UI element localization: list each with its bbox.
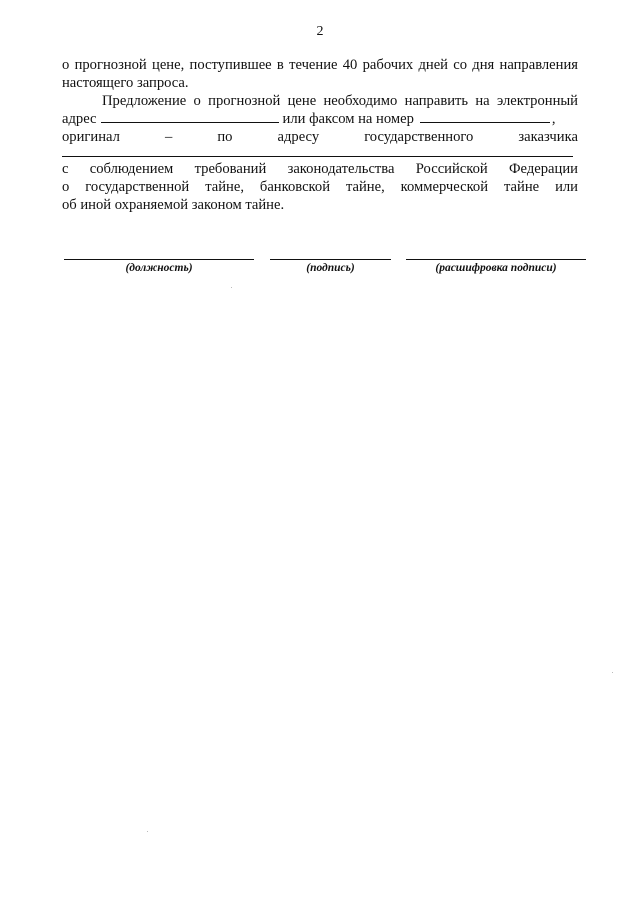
word: о [62,179,70,195]
paragraph-1-line-1: о прогнозной цене, поступившее в течение 40 рабочих дней со дня направления [62,57,578,73]
position-caption: (должность) [125,262,193,274]
paragraph-3-line-3: об иной охраняемой законом тайне. [62,197,285,213]
decoding-blank-field[interactable] [406,259,586,260]
word: Федерации [509,161,578,177]
email-blank-field[interactable] [101,110,279,123]
position-blank-field[interactable] [64,259,254,260]
word: по [217,129,233,145]
fax-label: или факсом на номер [282,111,414,127]
paragraph-3 [62,160,578,214]
word: коммерческой [400,179,489,195]
word: требований [194,161,267,177]
paragraph-1 [62,56,578,92]
paragraph-3-line-2 [62,178,578,196]
word: тайне, [205,179,244,195]
signature-blank-field[interactable] [270,259,391,260]
scan-speck [147,831,148,832]
paragraph-3-line-1 [62,160,578,178]
signature-caption: (подпись) [306,262,355,274]
paragraph-2-line-3 [62,128,578,146]
paragraph-2-line-2 [62,110,578,128]
word: Российской [415,161,488,177]
word: или [555,179,578,195]
address-label: адрес [62,111,97,127]
paragraph-2 [62,92,578,146]
word: оригинал [62,129,120,145]
paragraph-1-line-2: настоящего запроса. [62,75,189,91]
word: соблюдением [89,161,174,177]
decoding-caption: (расшифровка подписи) [435,262,557,274]
word: тайне, [345,179,385,195]
scan-speck [231,287,232,288]
word: – [164,129,173,145]
fax-blank-field[interactable] [420,110,550,123]
word: банковской [259,179,331,195]
customer-address-blank-field[interactable] [62,156,573,157]
word: государственного [364,129,474,145]
paragraph-2-line-1: Предложение о прогнозной цене необходимо направить на электронный [102,93,578,109]
comma: , [551,111,556,127]
word: адресу [277,129,320,145]
word: с [62,161,69,177]
word: законодательства [287,161,395,177]
page-number: 2 [316,24,324,39]
word: тайне [503,179,540,195]
word: государственной [85,179,190,195]
scan-speck [612,672,613,673]
word: заказчика [518,129,578,145]
